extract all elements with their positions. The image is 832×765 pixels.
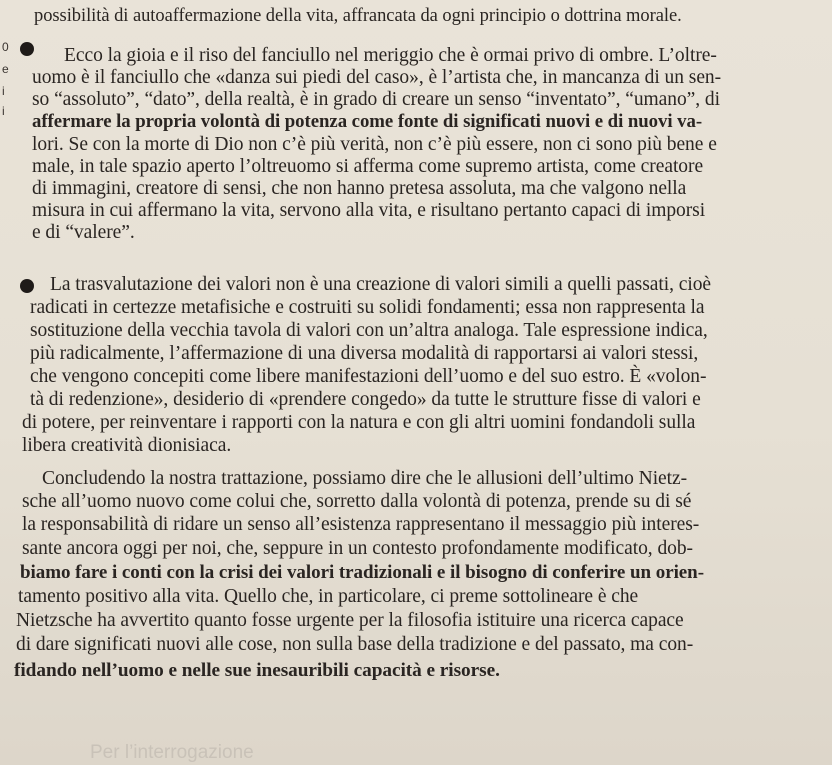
text-line: lori. Se con la morte di Dio non c’è più verità, non c’è più essere, non ci sono più bene e bbox=[32, 134, 717, 155]
text-line: di potere, per reinventare i rapporti con la natura e con gli altri uomini fondandoli sulla bbox=[22, 412, 696, 433]
text-line: Ecco la gioia e il riso del fanciullo nel meriggio che è ormai privo di ombre. L’oltre- bbox=[64, 45, 717, 66]
text-line: La trasvalutazione dei valori non è una creazione di valori simili a quelli passati, cioè bbox=[50, 274, 712, 295]
margin-mark: 0 bbox=[2, 40, 9, 54]
text-line: la responsabilità di ridare un senso all’esistenza rappresentano il messaggio più interes- bbox=[22, 514, 700, 535]
text-line: biamo fare i conti con la crisi dei valori tradizionali e il bisogno di conferire un orien- bbox=[20, 562, 704, 583]
text-line: libera creatività dionisiaca. bbox=[22, 435, 232, 456]
text-line: misura in cui affermano la vita, servono alla vita, e risultano pertanto capaci di imporsi bbox=[32, 200, 706, 221]
text-line: uomo è il fanciullo che «danza sui piedi del caso», è l’artista che, in mancanza di un sen- bbox=[32, 67, 722, 88]
text-line: fidando nell’uomo e nelle sue inesauribili capacità e risorse. bbox=[14, 660, 500, 681]
text-line: di immagini, creatore di sensi, che non hanno pretesa assoluta, ma che valgono nella bbox=[32, 178, 687, 199]
text-line: so “assoluto”, “dato”, della realtà, è in grado di creare un senso “inventato”, “umano”, di bbox=[32, 89, 720, 110]
text-line: sostituzione della vecchia tavola di valori con un’altra analoga. Tale espressione indica, bbox=[30, 320, 708, 341]
text-line: affermare la propria volontà di potenza come fonte di significati nuovi e di nuovi va- bbox=[32, 111, 703, 132]
text-line: Concludendo la nostra trattazione, possiamo dire che le allusioni dell’ultimo Nietz- bbox=[42, 468, 688, 489]
text-line: di dare significati nuovi alle cose, non sulla base della tradizione e del passato, ma con- bbox=[16, 634, 694, 655]
text-line: sche all’uomo nuovo come colui che, sorretto dalla volontà di potenza, prende su di sé bbox=[22, 491, 692, 512]
paragraph-bullet-icon bbox=[20, 279, 34, 293]
text-line: più radicalmente, l’affermazione di una diversa modalità di rapportarsi ai valori stessi, bbox=[30, 343, 699, 364]
text-line: che vengono concepiti come libere manifestazioni dell’uomo e del suo estro. È «volon- bbox=[30, 366, 707, 387]
margin-mark: e bbox=[2, 62, 9, 76]
text-line: tamento positivo alla vita. Quello che, in particolare, ci preme sottolineare è che bbox=[18, 586, 639, 607]
text-line: e di “valere”. bbox=[32, 222, 135, 243]
text-line: Nietzsche ha avvertito quanto fosse urgente per la filosofia istituire una ricerca capace bbox=[16, 610, 684, 631]
text-line: possibilità di autoaffermazione della vita, affrancata da ogni principio o dottrina morale. bbox=[34, 6, 682, 26]
cut-heading: Per l’interrogazione bbox=[90, 742, 254, 763]
paragraph-bullet-icon bbox=[20, 42, 34, 56]
margin-mark: i bbox=[2, 104, 5, 118]
text-line: radicati in certezze metafisiche e costruiti su solidi fondamenti; essa non rappresenta la bbox=[30, 297, 705, 318]
text-line: tà di redenzione», desiderio di «prendere congedo» da tutte le strutture fisse di valori e bbox=[30, 389, 701, 410]
text-line: sante ancora oggi per noi, che, seppure in un contesto profondamente modificato, dob- bbox=[22, 538, 693, 559]
margin-mark: i bbox=[2, 84, 5, 98]
text-line: male, in tale spazio aperto l’oltreuomo si afferma come supremo artista, come creatore bbox=[32, 156, 704, 177]
